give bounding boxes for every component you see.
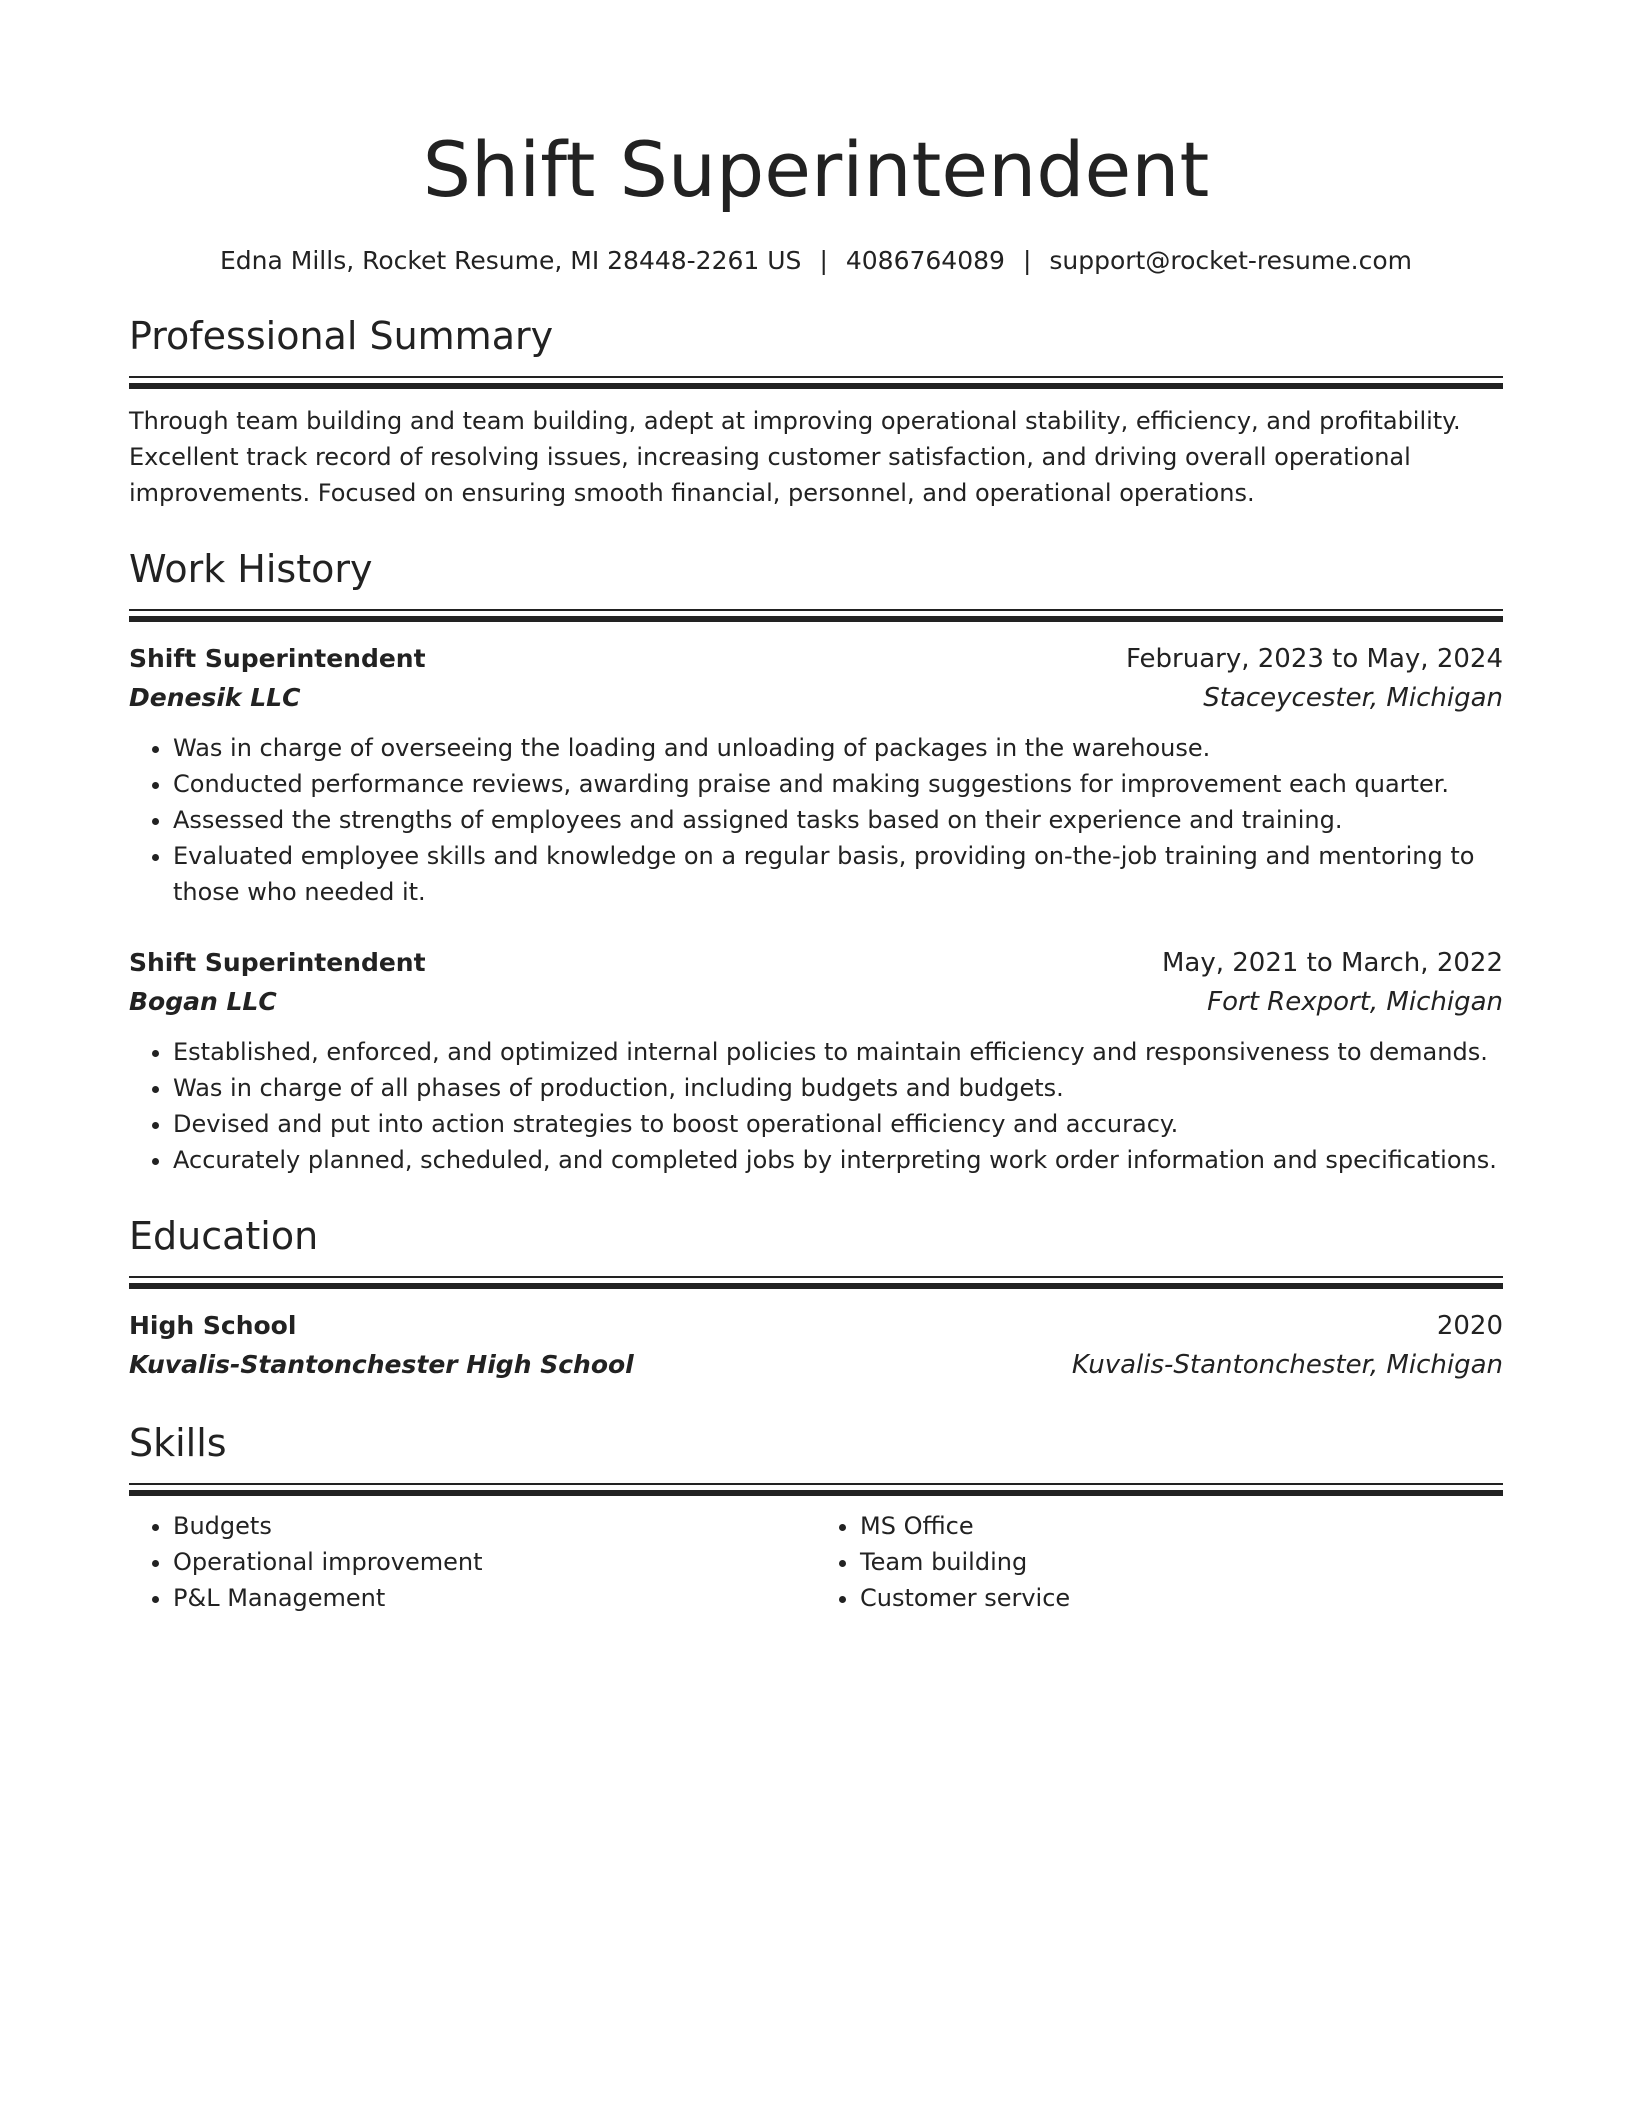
job-dates: May, 2021 to March, 2022 [1161, 948, 1503, 978]
contact-email: support@rocket-resume.com [1049, 246, 1412, 275]
skill-item: • Customer service [860, 1580, 1503, 1616]
job-entry [129, 944, 1503, 1178]
graduation-year: 2020 [1436, 1311, 1503, 1341]
job-location: Fort Rexport, Michigan [1207, 987, 1503, 1017]
job-entry [129, 640, 1503, 910]
resume-name: Shift Superintendent [422, 125, 1210, 214]
skills-columns [129, 1508, 1503, 1616]
section-divider [129, 1483, 1503, 1496]
job-bullet: • Accurately planned, scheduled, and completed jobs by interpreting work order information and specifications. [173, 1142, 1503, 1178]
skill-item: • MS Office [860, 1508, 1503, 1544]
education-section [129, 1212, 1503, 1385]
summary-section [129, 312, 1503, 511]
job-bullet: • Devised and put into action strategies to boost operational efficiency and accuracy. [173, 1106, 1503, 1142]
skill-item: • Budgets [173, 1508, 816, 1544]
job-bullets [129, 730, 1503, 910]
work-history-section [129, 545, 1503, 1178]
skills-list-left [129, 1508, 816, 1616]
company-name: Denesik LLC [129, 683, 301, 712]
job-bullets [129, 1034, 1503, 1178]
section-title: Work History [129, 547, 373, 591]
section-title: Skills [129, 1421, 227, 1465]
contact-separator: | [1022, 246, 1032, 275]
skill-item: • P&L Management [173, 1580, 816, 1616]
job-bullet: • Was in charge of all phases of production, including budgets and budgets. [173, 1070, 1503, 1106]
section-divider [129, 1276, 1503, 1289]
summary-text: Through team building and team building, adept at improving operational stability, efficiency, and profitability. Excellent track record of resolving issues, increasing customer satisfaction, and driving overall operational improvements. Focused on ensuring smooth financial, personnel, and operational operations. [129, 407, 1461, 507]
job-dates: February, 2023 to May, 2024 [1126, 644, 1503, 674]
job-bullet: • Evaluated employee skills and knowledge on a regular basis, providing on-the-job training and mentoring to those who needed it. [173, 838, 1503, 910]
school-location: Kuvalis-Stantonchester, Michigan [1071, 1350, 1503, 1380]
contact-address: Edna Mills, Rocket Resume, MI 28448-2261 US [220, 246, 802, 275]
section-divider [129, 609, 1503, 622]
section-title: Professional Summary [129, 314, 554, 358]
contact-phone: 4086764089 [845, 246, 1005, 275]
job-bullet: • Conducted performance reviews, awarding praise and making suggestions for improvement each quarter. [173, 766, 1503, 802]
job-bullet: • Was in charge of overseeing the loading and unloading of packages in the warehouse. [173, 730, 1503, 766]
education-entry [129, 1307, 1503, 1385]
job-location: Staceycester, Michigan [1203, 683, 1503, 713]
job-bullet: • Assessed the strengths of employees and assigned tasks based on their experience and training. [173, 802, 1503, 838]
skills-section [129, 1419, 1503, 1616]
section-title: Education [129, 1214, 319, 1258]
job-title: Shift Superintendent [129, 948, 426, 977]
skill-item: • Team building [860, 1544, 1503, 1580]
company-name: Bogan LLC [129, 987, 277, 1016]
section-divider [129, 376, 1503, 389]
skills-list-right [816, 1508, 1503, 1616]
degree: High School [129, 1311, 297, 1340]
job-title: Shift Superintendent [129, 644, 426, 673]
job-bullet: • Established, enforced, and optimized internal policies to maintain efficiency and responsiveness to demands. [173, 1034, 1503, 1070]
contact-separator: | [819, 246, 828, 275]
skill-item: • Operational improvement [173, 1544, 816, 1580]
contact-line [129, 244, 1503, 278]
school-name: Kuvalis-Stantonchester High School [129, 1350, 634, 1379]
